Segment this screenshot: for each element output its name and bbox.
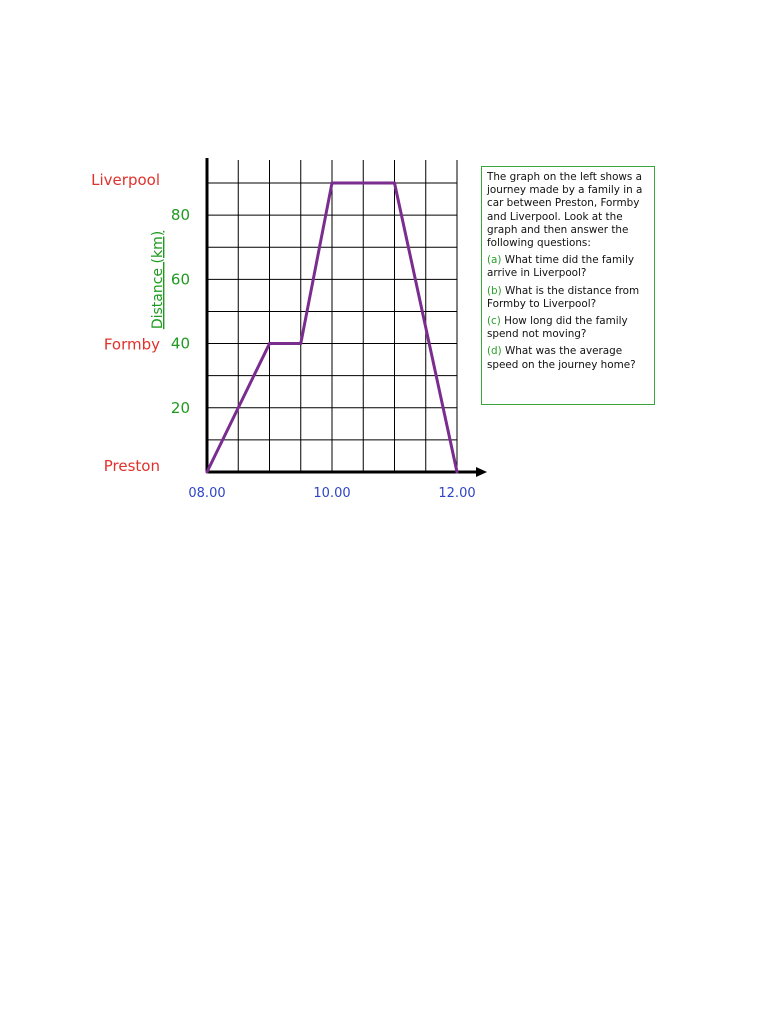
question-c xyxy=(487,315,649,341)
chart-labels xyxy=(91,171,475,501)
x-tick-label: 10.00 xyxy=(313,486,351,501)
questions-box xyxy=(481,166,655,405)
journey-point xyxy=(206,471,209,474)
question-b-letter: (b) xyxy=(487,284,502,297)
journey-point xyxy=(268,342,271,345)
question-a-letter: (a) xyxy=(487,254,502,267)
question-a-text: What time did the family arrive in Liverpool? xyxy=(487,254,634,280)
question-d-letter: (d) xyxy=(487,345,502,358)
journey-point xyxy=(299,342,302,345)
x-tick-label: 08.00 xyxy=(188,486,226,501)
y-tick-label: 40 xyxy=(170,334,190,353)
place-label-liverpool: Liverpool xyxy=(91,171,160,189)
question-c-letter: (c) xyxy=(487,315,501,328)
chart-axes xyxy=(207,158,487,477)
question-d-text: What was the average speed on the journey home? xyxy=(487,345,636,371)
y-tick-label: 80 xyxy=(170,206,190,225)
place-label-preston: Preston xyxy=(103,457,160,475)
y-tick-label: 60 xyxy=(170,270,190,289)
question-b-text: What is the distance from Formby to Liverpool? xyxy=(487,284,640,310)
journey-point xyxy=(456,471,459,474)
y-axis-title: Distance (km) xyxy=(150,230,166,330)
question-d xyxy=(487,345,649,371)
question-b xyxy=(487,285,649,311)
x-axis-arrow-icon xyxy=(476,467,487,477)
y-tick-label: 20 xyxy=(170,398,190,417)
chart-grid xyxy=(207,160,457,472)
journey-point xyxy=(393,182,396,185)
question-a xyxy=(487,254,649,280)
question-c-text: How long did the family spend not moving? xyxy=(487,315,628,341)
journey-point xyxy=(331,182,334,185)
questions-intro: The graph on the left shows a journey made by a family in a car between Preston, Formby and Liverpool. Look at the graph and then answer the following questions: xyxy=(487,171,643,250)
x-tick-label: 12.00 xyxy=(438,486,476,501)
place-label-formby: Formby xyxy=(103,335,160,354)
